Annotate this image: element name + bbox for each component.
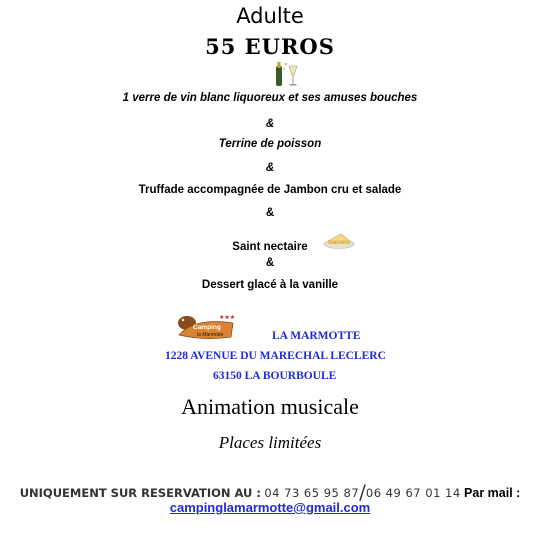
address-city: 63150 LA BOURBOULE bbox=[213, 370, 337, 382]
phone-separator: / bbox=[359, 480, 366, 504]
menu-item-saint-nectaire: Saint nectaire bbox=[232, 241, 308, 253]
menu-item-terrine: Terrine de poisson bbox=[218, 138, 322, 150]
menu-separator: & bbox=[265, 162, 275, 174]
svg-text:★★★: ★★★ bbox=[219, 315, 235, 321]
menu-item-truffade: Truffade accompagnée de Jambon cru et salade bbox=[138, 184, 402, 196]
email-link[interactable]: campinglamarmotte@gmail.com bbox=[169, 500, 371, 515]
menu-separator: & bbox=[265, 257, 275, 269]
menu-separator: & bbox=[265, 207, 275, 219]
svg-text:la Marmotte: la Marmotte bbox=[197, 332, 224, 338]
menu-item-wine: 1 verre de vin blanc liquoreux et ses amuses bouches bbox=[122, 92, 418, 104]
address-street: 1228 AVENUE DU MARECHAL LECLERC bbox=[165, 350, 386, 362]
address-name: LA MARMOTTE bbox=[272, 330, 361, 342]
animation-heading: Animation musicale bbox=[181, 394, 359, 419]
champagne-icon bbox=[272, 60, 302, 90]
menu-separator: & bbox=[265, 118, 275, 130]
reservation-lead: UNIQUEMENT SUR RESERVATION AU : bbox=[19, 486, 261, 500]
svg-text:Camping: Camping bbox=[193, 324, 221, 331]
camping-la-marmotte-logo bbox=[175, 309, 235, 343]
places-limitees: Places limitées bbox=[218, 433, 322, 452]
reservation-line bbox=[0, 478, 540, 502]
menu-item-dessert: Dessert glacé à la vanille bbox=[201, 279, 339, 291]
menu-title: Adulte bbox=[236, 4, 304, 28]
phone-2[interactable]: 06 49 67 01 14 bbox=[365, 486, 461, 500]
menu-price: 55 EUROS bbox=[205, 34, 335, 59]
phone-1[interactable]: 04 73 65 95 87 bbox=[264, 486, 360, 500]
mail-label: Par mail : bbox=[464, 486, 521, 500]
